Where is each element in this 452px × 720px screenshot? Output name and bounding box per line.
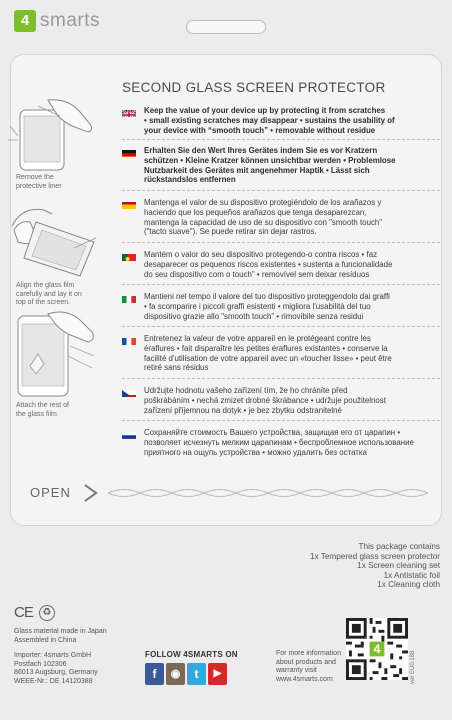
illustration-remove-liner (8, 96, 106, 191)
lang-text-de: Erhalten Sie den Wert Ihres Gerätes indem Sie es vor Kratzern schützen • Kleine Kratzer können unsichtbar werden • Problemlose Nutzbarkeit des Gerätes mit angenehmer Haptik • Lässt sich rückstandslos entfernen (144, 146, 396, 185)
lang-text-pt: Mantém o valor do seu dispositivo protegendo-o contra riscos • faz desaparecer os pequenos riscos existentes • sustenta a funcionalidade do seu dispositivo com o touch" • removível sem deixar resíduos (144, 250, 393, 279)
italian-flag-icon (122, 293, 136, 303)
perforation-line-icon (14, 480, 434, 506)
brand-name: smarts (40, 10, 100, 31)
chevron-right-icon (82, 483, 100, 503)
twitter-icon[interactable]: t (187, 663, 206, 685)
illustration-caption: Attach the rest of the glass film (16, 402, 69, 418)
brand-mark: 4 (14, 10, 36, 32)
instagram-icon[interactable]: ◉ (166, 663, 185, 685)
illustration-caption: Remove the protective liner (16, 174, 62, 190)
package-item: 1x Tempered glass screen protector (309, 551, 440, 561)
divider (122, 284, 440, 285)
warranty-info: For more information about products and warranty visit www.4smarts.com (276, 650, 341, 683)
lang-text-ru: Сохраняйте стоимость Вашего устройства, защищая его от царапин • позволяет исчезнуть мелким царапинам • беспроблемное использование приятного на ощупь устройства • можно удалить без остатка (144, 428, 414, 457)
certifications (14, 604, 55, 621)
czech-flag-icon (122, 387, 136, 397)
lang-row-pt (122, 250, 440, 279)
lang-row-en (122, 106, 440, 135)
youtube-icon[interactable]: ▶ (208, 663, 227, 685)
align-film-icon (8, 200, 104, 282)
uk-flag-icon (122, 107, 136, 117)
ce-mark-icon: CE (14, 604, 33, 621)
version-code: ver EU0.188 (410, 650, 416, 684)
product-title: SECOND GLASS SCREEN PROTECTOR (122, 80, 386, 95)
recycle-icon: ♻ (39, 605, 55, 621)
lang-text-es: Mantenga el valor de su dispositivo protegiéndolo de los arañazos y haciendo que los pequeños arañazos que tenga desaparezcan, mantenga la capacidad de uso de su dispositivo con "smooth touch" ("tacto suave"). Se puede retirar sin dejar rastros. (144, 198, 383, 237)
qr-code-icon[interactable] (346, 618, 408, 680)
divider (122, 190, 440, 191)
social-links (145, 663, 227, 685)
divider (122, 326, 440, 327)
package-heading: This package contains (358, 542, 440, 551)
illustration-caption: Align the glass film carefully and lay it on top of the screen. (16, 282, 82, 306)
importer-info: Importer: 4smarts GmbH Postfach 102306 86013 Augsburg, Germany WEEE-Nr.: DE 14120388 (14, 652, 98, 685)
lang-row-fr (122, 334, 440, 373)
follow-label: FOLLOW 4SMARTS ON (145, 650, 238, 659)
illustration-attach-film (8, 306, 106, 419)
divider (122, 139, 440, 140)
qr-brand-mark: 4 (373, 642, 381, 657)
brand-logo (14, 10, 100, 32)
lang-text-fr: Entretenez la valeur de votre appareil en le protégeant contre les éraflures • fait disparaître les petites éraflures existantes • conserve la facilité d'utilisation de votre appareil avec un «toucher lisse» • peut être retiré sans résidus (144, 334, 392, 373)
spanish-flag-icon (122, 199, 136, 209)
lang-text-cz: Udržujte hodnotu vašeho zařízení tím, že ho chráníte před poškrábáním • nechá zmizet drobné škrábance • udržuje použitelnost zařízení příjemnou na dotyk • je bez zbytku odstranitelné (144, 386, 386, 415)
phone-hand-icon (8, 96, 104, 174)
divider (122, 420, 440, 421)
portuguese-flag-icon (122, 251, 136, 261)
illustration-align-film (8, 200, 106, 308)
german-flag-icon (122, 147, 136, 157)
russian-flag-icon (122, 429, 136, 439)
lang-row-de (122, 146, 440, 185)
lang-text-it: Mantieni nel tempo il valore del tuo dispositivo proteggendolo dai graffi • fa scomparire i piccoli graffi esistenti • migliora l'usabilità del tuo dispositivo grazie allo "smooth touch" • rimovibile senza residui (144, 292, 390, 321)
origin-info: Glass material made in Japan Assembled in China (14, 628, 107, 644)
divider (122, 378, 440, 379)
french-flag-icon (122, 335, 136, 345)
divider (122, 242, 440, 243)
lang-row-es (122, 198, 440, 237)
package-item: 1x Cleaning cloth (377, 580, 440, 590)
hang-hole (186, 20, 266, 34)
open-tab[interactable] (14, 480, 434, 506)
lang-row-ru (122, 428, 440, 457)
website-link[interactable]: www.4smarts.com (276, 675, 333, 683)
facebook-icon[interactable]: f (145, 663, 164, 685)
lang-text-en: Keep the value of your device up by protecting it from scratches • small existing scratches may disappear • sustains the usability of your device with “smooth touch” • removable without residue (144, 106, 395, 135)
package-item: 1x Screen cleaning set (357, 561, 440, 571)
package-item: 1x Antistatic foil (383, 570, 440, 580)
open-label: OPEN (30, 485, 71, 500)
lang-row-cz (122, 386, 440, 415)
attach-film-icon (8, 306, 104, 402)
package-contents (310, 542, 440, 590)
lang-row-it (122, 292, 440, 321)
